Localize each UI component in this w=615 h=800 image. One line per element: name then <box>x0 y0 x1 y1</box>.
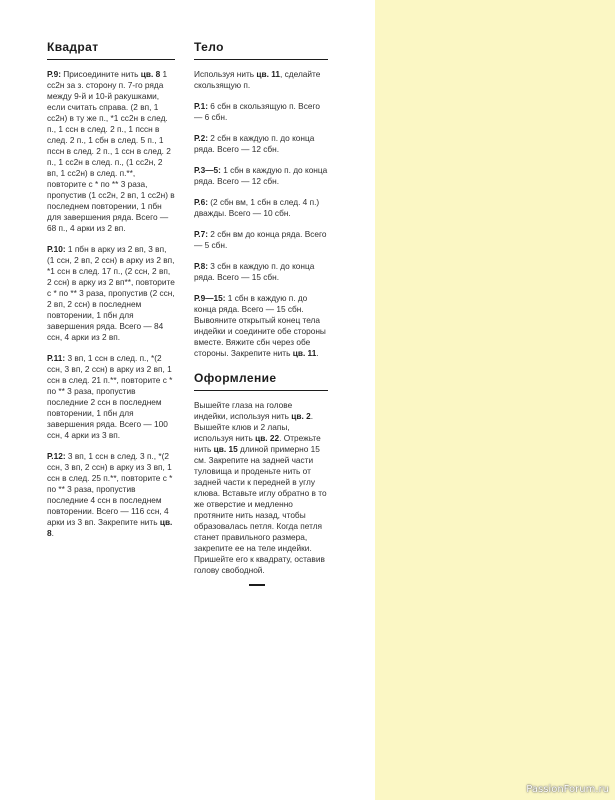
row-9-instruction: Р.9: Присоедините нить цв. 8 1 сс2н за з. сторону п. 7-го ряда между 9-й и 10-й ракушками, если считать справа. (2 вп, 1 сс2н) в ту же п., *1 сс2н в след. п., 1 ссн в след. 2 п., 1 пссн в след. 2 п., 1 сбн в след. 5 п., 1 пссн в след. 2 п., 1 ссн в след. 2 п., 1 сс2н в след. п., (1 сс2н, 2 вп, 1 сс2н) в след. п.**, повторите с * по ** 3 раза, пропустив (1 сс2н, 2 вп, 1 сс2н) в последнем повторении, 1 пбн для завершения ряда. Всего — 68 п., 4 арки из 2 вп. <box>47 69 175 233</box>
body-row-9-15: Р.9—15: 1 сбн в каждую п. до конца ряда. Всего — 15 сбн. Вывояните открытый конец тела индейки и соедините обе стороны вместе. Вяжите сбн через обе стороны. Закрепите нить цв. 11. <box>194 293 326 358</box>
row-10-instruction: Р.10: 1 пбн в арку из 2 вп, 3 вп, (1 ссн, 2 вп, 2 ссн) в арку из 2 вп, *1 ссн в след. 17 п., (2 ссн, 2 вп, 2 ссн) в арку из 2 вп**, повторите с * по ** 3 раза, пропустив (2 ссн, 2 вп, 2 ссн) в последнем повторении, 1 пбн для завершения ряда. Всего — 84 ссн, 4 арки из 2 вп. <box>47 244 175 342</box>
row-label: Р.10: <box>47 244 66 254</box>
row-11-instruction: Р.11: 3 вп, 1 ссн в след. п., *(2 ссн, 3 вп, 2 ссн) в арку из 2 вп, 1 ссн в след. 21 п.**, повторите с * по ** 3 раза, пропустив последние 2 ссн в последнем повторении, 1 пбн для завершения ряда. Всего — 100 ссн, 4 арки из 3 вп. <box>47 353 173 440</box>
row-label: Р.6: <box>194 197 208 207</box>
row-label: Р.2: <box>194 133 208 143</box>
row-label: Р.11: <box>47 353 66 363</box>
body-row-2: Р.2: 2 сбн в каждую п. до конца ряда. Всего — 12 сбн. <box>194 133 315 154</box>
row-label: Р.8: <box>194 261 208 271</box>
row-label: Р.7: <box>194 229 208 239</box>
yellow-side-panel <box>375 0 615 800</box>
row-label: Р.1: <box>194 101 208 111</box>
watermark: PassionForum.ru <box>526 784 609 795</box>
body-row-7: Р.7: 2 сбн вм до конца ряда. Всего — 5 сбн. <box>194 229 327 250</box>
body-row-1: Р.1: 6 сбн в скользящую п. Всего — 6 сбн. <box>194 101 320 122</box>
row-label: Р.9: <box>47 69 61 79</box>
body-row-8: Р.8: 3 сбн в каждую п. до конца ряда. Всего — 15 сбн. <box>194 261 315 282</box>
row-label: Р.3—5: <box>194 165 221 175</box>
row-label: Р.12: <box>47 451 66 461</box>
finishing-text: Вышейте глаза на голове индейки, используя нить цв. 2. Вышейте клюв и 2 лапы, используя нить цв. 22. Отрежьте нить цв. 15 длиной примерно 15 см. Закрепите на задней части туловища и проденьте нить от задней части к передней в углу клюва. Вставьте иглу обратно в то же отверстие и медленно протяните нить назад, чтобы образовалась петля. Когда петля станет правильного размера, закрепите ее на теле индейки. Пришейте его к квадрату, оставив голову свободной. <box>194 400 327 575</box>
row-label: Р.9—15: <box>194 293 226 303</box>
body-section <box>194 40 328 586</box>
body-row-3-5: Р.3—5: 1 сбн в каждую п. до конца ряда. Всего — 12 сбн. <box>194 165 328 186</box>
square-section <box>47 40 175 549</box>
body-intro: Используя нить цв. 11, сделайте скользящую п. <box>194 69 321 90</box>
finishing-heading: Оформление <box>194 371 328 391</box>
body-heading: Тело <box>194 40 328 60</box>
end-of-article-mark <box>249 584 265 586</box>
row-12-instruction: Р.12: 3 вп, 1 ссн в след. 3 п., *(2 ссн, 3 вп, 2 ссн) в арку из 3 вп, 1 ссн в след. 25 п.**, повторите с * по ** 3 раза, пропустив последние 4 ссн в последнем повторении. Всего — 116 ссн, 4 арки из 3 вп. Закрепите нить цв. 8. <box>47 451 173 538</box>
square-heading: Квадрат <box>47 40 175 60</box>
body-row-6: Р.6: (2 сбн вм, 1 сбн в след. 4 п.) дважды. Всего — 10 сбн. <box>194 197 320 218</box>
